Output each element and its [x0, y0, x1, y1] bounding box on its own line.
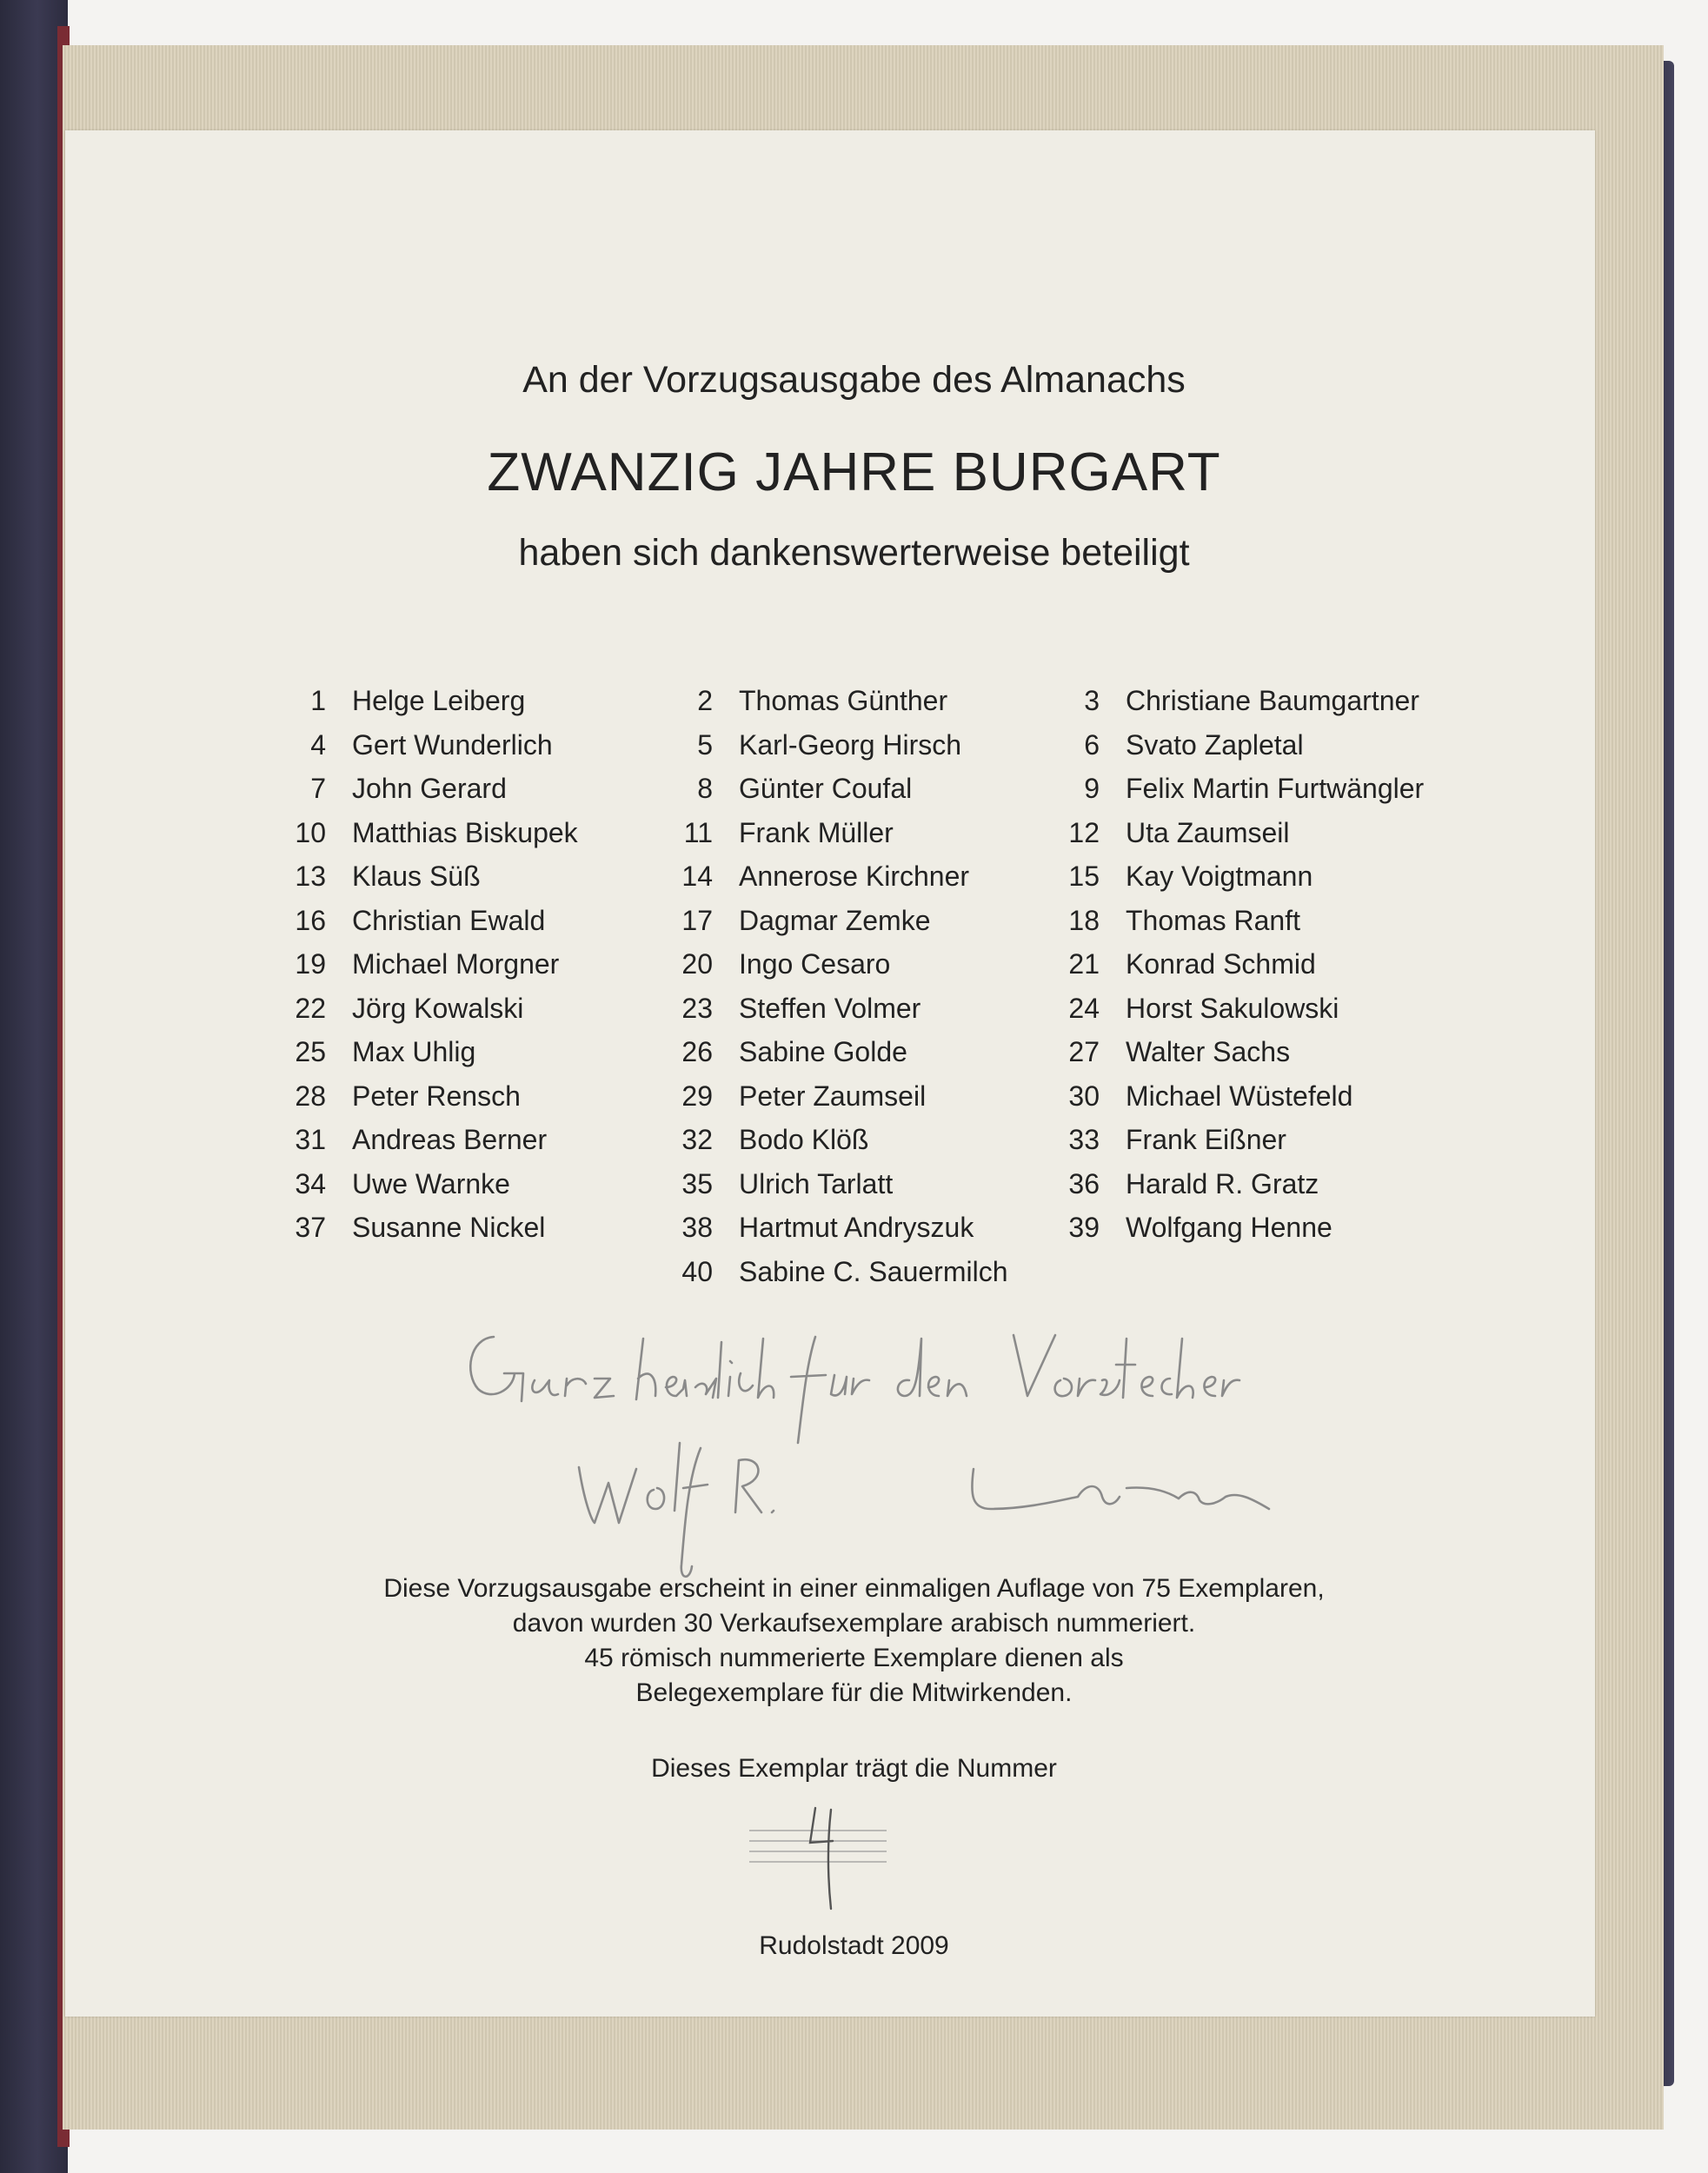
- edition-note: [0, 1572, 1708, 1711]
- contributor-number: 19: [295, 948, 326, 980]
- list-item: [1052, 1124, 1424, 1168]
- list-item: [278, 905, 578, 949]
- contributor-name: Ulrich Tarlatt: [739, 1167, 894, 1199]
- contributor-name: Helge Leiberg: [352, 685, 526, 716]
- contributor-name: Sabine C. Sauermilch: [739, 1255, 1008, 1287]
- contributor-name: Günter Coufal: [739, 773, 913, 804]
- contributor-name: Annerose Kirchner: [739, 861, 970, 892]
- contributor-number: 17: [681, 904, 713, 936]
- contributor-number: 1: [310, 685, 326, 716]
- contributor-number: 37: [295, 1212, 326, 1243]
- edition-line-3: 45 römisch nummerierte Exemplare dienen als: [584, 1644, 1124, 1672]
- contributor-number: 29: [681, 1080, 713, 1112]
- contributor-name: Bodo Klöß: [739, 1124, 869, 1155]
- contributor-number: 7: [310, 773, 326, 804]
- contributor-column-2: [665, 685, 1007, 1299]
- contributor-name: Jörg Kowalski: [352, 992, 524, 1024]
- contributor-name: Wolfgang Henne: [1126, 1212, 1333, 1243]
- list-item: [665, 1036, 1007, 1080]
- contributor-number: 3: [1084, 685, 1100, 716]
- contributor-name: Michael Morgner: [352, 948, 560, 980]
- contributor-number: 39: [1068, 1212, 1100, 1243]
- contributor-number: 24: [1068, 992, 1100, 1024]
- list-item: [278, 685, 578, 729]
- contributor-name: Kay Voigtmann: [1126, 861, 1313, 892]
- contributor-number: 16: [295, 904, 326, 936]
- contributor-name: Max Uhlig: [352, 1036, 476, 1067]
- contributor-name: Matthias Biskupek: [352, 816, 578, 848]
- contributor-number: 35: [681, 1167, 713, 1199]
- list-item: [278, 1124, 578, 1168]
- contributor-name: Uwe Warnke: [352, 1167, 510, 1199]
- contributor-name: Thomas Günther: [739, 685, 948, 716]
- contributor-name: Peter Zaumseil: [739, 1080, 927, 1112]
- list-item: [278, 993, 578, 1037]
- contributor-number: 25: [295, 1036, 326, 1067]
- contributor-number: 21: [1068, 948, 1100, 980]
- list-item: [665, 1124, 1007, 1168]
- contributor-name: Peter Rensch: [352, 1080, 521, 1112]
- contributor-column-3: [1052, 685, 1424, 1256]
- contributor-number: 26: [681, 1036, 713, 1067]
- contributor-number: 34: [295, 1167, 326, 1199]
- handwritten-copy-number: [748, 1806, 887, 1911]
- list-item: [665, 729, 1007, 774]
- contributor-number: 22: [295, 992, 326, 1024]
- contributor-name: Harald R. Gratz: [1126, 1167, 1319, 1199]
- contributor-number: 12: [1068, 816, 1100, 848]
- list-item: [665, 948, 1007, 993]
- contributor-name: Thomas Ranft: [1126, 904, 1300, 936]
- contributor-name: Christiane Baumgartner: [1126, 685, 1419, 716]
- list-item: [1052, 1080, 1424, 1125]
- contributor-name: Konrad Schmid: [1126, 948, 1316, 980]
- list-item: [665, 1256, 1007, 1300]
- contributor-number: 8: [697, 773, 713, 804]
- heading-title: ZWANZIG JAHRE BURGART: [487, 442, 1221, 502]
- list-item: [1052, 1168, 1424, 1213]
- list-item: [665, 1212, 1007, 1256]
- contributor-number: 33: [1068, 1124, 1100, 1155]
- list-item: [278, 1080, 578, 1125]
- list-item: [1052, 861, 1424, 905]
- list-item: [278, 1168, 578, 1213]
- list-item: [665, 685, 1007, 729]
- contributor-name: Sabine Golde: [739, 1036, 907, 1067]
- contributor-name: Steffen Volmer: [739, 992, 921, 1024]
- list-item: [278, 773, 578, 817]
- list-item: [1052, 729, 1424, 774]
- list-item: [665, 861, 1007, 905]
- contributor-number: 38: [681, 1212, 713, 1243]
- list-item: [1052, 817, 1424, 861]
- contributor-name: John Gerard: [352, 773, 507, 804]
- list-item: [1052, 993, 1424, 1037]
- edition-line-4: Belegexemplare für die Mitwirkenden.: [635, 1678, 1073, 1707]
- edition-line-2: davon wurden 30 Verkaufsexemplare arabisch nummeriert.: [512, 1609, 1196, 1638]
- list-item: [278, 729, 578, 774]
- list-item: [1052, 1212, 1424, 1256]
- place-and-year: Rudolstadt 2009: [759, 1931, 949, 1960]
- contributor-name: Svato Zapletal: [1126, 728, 1304, 761]
- contributor-name: Horst Sakulowski: [1126, 992, 1339, 1024]
- list-item: [1052, 948, 1424, 993]
- list-item: [665, 773, 1007, 817]
- list-item: [278, 1036, 578, 1080]
- contributor-number: 32: [681, 1124, 713, 1155]
- list-item: [665, 993, 1007, 1037]
- list-item: [665, 1168, 1007, 1213]
- list-item: [278, 861, 578, 905]
- contributor-name: Michael Wüstefeld: [1126, 1080, 1353, 1112]
- contributor-name: Walter Sachs: [1126, 1036, 1291, 1067]
- edition-line-1: Diese Vorzugsausgabe erscheint in einer einmaligen Auflage von 75 Exemplaren,: [383, 1574, 1325, 1603]
- contributor-number: 27: [1068, 1036, 1100, 1067]
- list-item: [1052, 905, 1424, 949]
- contributor-name: Klaus Süß: [352, 861, 481, 892]
- contributor-name: Felix Martin Furtwängler: [1126, 773, 1425, 804]
- contributor-name: Karl-Georg Hirsch: [739, 728, 962, 761]
- contributor-number: 31: [295, 1124, 326, 1155]
- contributor-number: 2: [697, 685, 713, 716]
- contributor-name: Hartmut Andryszuk: [739, 1212, 974, 1243]
- contributor-name: Ingo Cesaro: [739, 948, 891, 980]
- copy-number-label: Dieses Exemplar trägt die Nummer: [651, 1754, 1057, 1783]
- list-item: [665, 905, 1007, 949]
- contributor-number: 5: [697, 728, 713, 761]
- contributor-name: Frank Müller: [739, 816, 894, 848]
- contributor-number: 9: [1084, 773, 1100, 804]
- heading-subtitle: haben sich dankenswerterweise beteiligt: [518, 532, 1190, 574]
- handwritten-dedication: [452, 1304, 1339, 1582]
- contributor-name: Uta Zaumseil: [1126, 816, 1290, 848]
- list-item: [1052, 773, 1424, 817]
- contributor-number: 14: [681, 861, 713, 892]
- contributor-number: 10: [295, 816, 326, 848]
- list-item: [1052, 685, 1424, 729]
- contributor-name: Gert Wunderlich: [352, 728, 553, 761]
- list-item: [1052, 1036, 1424, 1080]
- contributor-number: 36: [1068, 1167, 1100, 1199]
- contributor-number: 6: [1084, 728, 1100, 761]
- contributor-number: 30: [1068, 1080, 1100, 1112]
- contributor-number: 13: [295, 861, 326, 892]
- list-item: [278, 817, 578, 861]
- list-item: [665, 817, 1007, 861]
- contributor-name: Christian Ewald: [352, 904, 546, 936]
- contributor-number: 20: [681, 948, 713, 980]
- contributor-number: 23: [681, 992, 713, 1024]
- contributor-column-1: [278, 685, 578, 1256]
- contributor-name: Frank Eißner: [1126, 1124, 1286, 1155]
- contributor-number: 4: [310, 728, 326, 761]
- heading-intro: An der Vorzugsausgabe des Almanachs: [522, 359, 1186, 401]
- list-item: [278, 1212, 578, 1256]
- list-item: [278, 948, 578, 993]
- contributor-number: 11: [683, 816, 713, 848]
- contributor-name: Dagmar Zemke: [739, 904, 931, 936]
- contributor-number: 18: [1068, 904, 1100, 936]
- contributor-number: 15: [1068, 861, 1100, 892]
- contributor-number: 40: [681, 1255, 713, 1287]
- list-item: [665, 1080, 1007, 1125]
- contributor-number: 28: [295, 1080, 326, 1112]
- contributor-name: Susanne Nickel: [352, 1212, 546, 1243]
- contributor-name: Andreas Berner: [352, 1124, 548, 1155]
